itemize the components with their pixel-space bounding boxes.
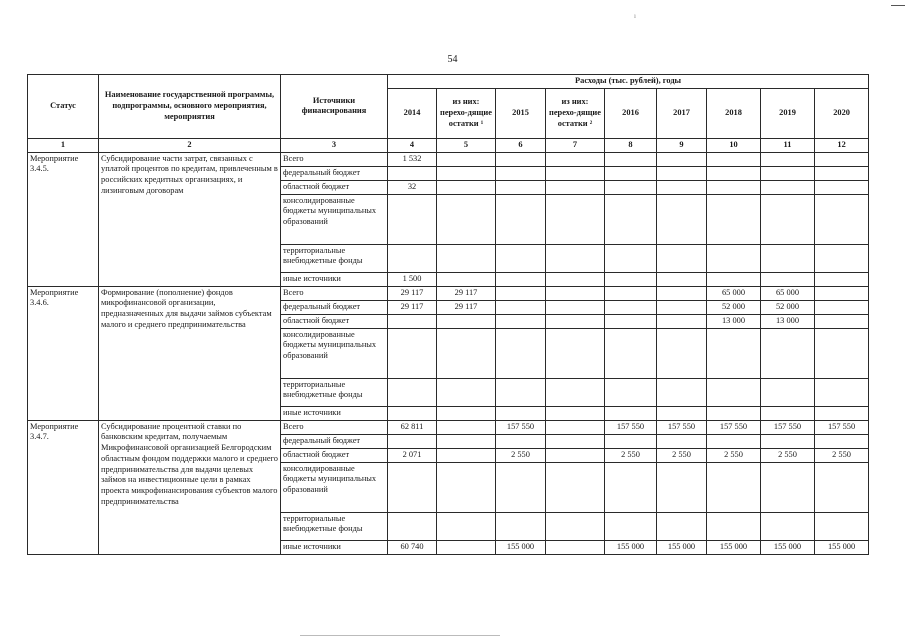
table-row: [28, 420, 869, 434]
header-status: Статус: [28, 75, 99, 139]
expense-value: [707, 194, 761, 244]
expense-value: [546, 300, 605, 314]
expense-value: [657, 286, 707, 300]
expense-value: 2 550: [815, 448, 869, 462]
table-row: [28, 152, 869, 166]
expense-value: [657, 512, 707, 540]
column-number: 3: [281, 138, 388, 152]
funding-source: иные источники: [281, 272, 388, 286]
expense-value: [605, 434, 657, 448]
funding-source: консолидированные бюджеты муниципальных образований: [281, 194, 388, 244]
expense-value: [437, 434, 496, 448]
funding-source: Всего: [281, 420, 388, 434]
expense-value: [546, 406, 605, 420]
expense-value: [605, 166, 657, 180]
expense-value: [546, 434, 605, 448]
column-number: 1: [28, 138, 99, 152]
expense-value: [657, 194, 707, 244]
column-number: 9: [657, 138, 707, 152]
expense-value: 155 000: [815, 540, 869, 554]
expense-value: [657, 406, 707, 420]
expense-value: [605, 244, 657, 272]
expense-value: 2 550: [496, 448, 546, 462]
expense-value: [815, 462, 869, 512]
expense-value: [605, 272, 657, 286]
table-row: [28, 286, 869, 300]
expense-value: 157 550: [657, 420, 707, 434]
expense-value: [388, 244, 437, 272]
expense-value: [815, 328, 869, 378]
expense-value: [707, 244, 761, 272]
expense-value: 2 550: [761, 448, 815, 462]
header-year-2020: 2020: [815, 88, 869, 138]
expense-value: 155 000: [605, 540, 657, 554]
expense-value: [388, 434, 437, 448]
expense-value: [761, 180, 815, 194]
activity-name: Субсидирование процентной ставки по банковским кредитам, получаемым Микрофинансовой организацией Белгородским областным фондом поддержки малого и среднего предпринимательства для выдачи целевых займов на инвестиционные цели в рамках проекта микрофинансирования субъектов малого предпринимательства: [99, 420, 281, 554]
column-number: 11: [761, 138, 815, 152]
table-body: [28, 152, 869, 554]
expense-value: [496, 378, 546, 406]
funding-source: федеральный бюджет: [281, 434, 388, 448]
expense-value: [815, 406, 869, 420]
funding-source: консолидированные бюджеты муниципальных образований: [281, 328, 388, 378]
page-number: 54: [447, 54, 458, 65]
expense-value: [496, 152, 546, 166]
funding-source: Всего: [281, 286, 388, 300]
expense-value: [546, 314, 605, 328]
expense-value: 155 000: [496, 540, 546, 554]
expense-value: 29 117: [388, 300, 437, 314]
expense-value: [815, 286, 869, 300]
expense-value: [657, 434, 707, 448]
expense-value: 29 117: [437, 300, 496, 314]
expense-value: 157 550: [707, 420, 761, 434]
expense-value: 62 811: [388, 420, 437, 434]
column-number: 5: [437, 138, 496, 152]
edge-line: [891, 5, 905, 6]
expense-value: [707, 434, 761, 448]
funding-source: иные источники: [281, 406, 388, 420]
expense-value: 155 000: [707, 540, 761, 554]
expense-value: [546, 378, 605, 406]
expense-value: [761, 152, 815, 166]
header-year-2017: 2017: [657, 88, 707, 138]
expense-value: [657, 166, 707, 180]
expense-value: 1 532: [388, 152, 437, 166]
expense-value: [605, 194, 657, 244]
expense-value: [761, 194, 815, 244]
expense-value: [546, 448, 605, 462]
scan-mark: ı: [634, 12, 636, 20]
header-expenses: Расходы (тыс. рублей), годы: [388, 75, 869, 89]
expense-value: [546, 272, 605, 286]
expense-value: [496, 272, 546, 286]
funding-source: территориальные внебюджетные фонды: [281, 244, 388, 272]
expense-value: [605, 378, 657, 406]
expense-value: [437, 328, 496, 378]
header-year-2014: 2014: [388, 88, 437, 138]
expense-value: [546, 286, 605, 300]
expense-value: [546, 540, 605, 554]
expense-value: [546, 152, 605, 166]
expense-value: [761, 434, 815, 448]
expense-value: 29 117: [388, 286, 437, 300]
expense-value: [437, 420, 496, 434]
expense-value: 157 550: [605, 420, 657, 434]
funding-source: областной бюджет: [281, 448, 388, 462]
header-carryover-1: из них: перехо-дящие остатки ¹: [437, 88, 496, 138]
expense-value: [707, 406, 761, 420]
expense-value: 52 000: [707, 300, 761, 314]
expense-value: 32: [388, 180, 437, 194]
expense-value: 157 550: [761, 420, 815, 434]
column-number: 6: [496, 138, 546, 152]
expense-value: [388, 314, 437, 328]
bottom-line: [300, 635, 500, 636]
activity-name: Формирование (пополнение) фондов микрофинансовой организации, предназначенных для выдачи займов субъектам малого и среднего предпринимательства: [99, 286, 281, 420]
expense-value: [761, 272, 815, 286]
expense-value: [657, 244, 707, 272]
expense-value: [815, 152, 869, 166]
expense-value: [605, 512, 657, 540]
expense-value: 29 117: [437, 286, 496, 300]
expense-value: [437, 152, 496, 166]
expense-value: [707, 180, 761, 194]
expense-value: [496, 300, 546, 314]
expense-value: [657, 462, 707, 512]
expense-value: [437, 244, 496, 272]
expense-value: [496, 194, 546, 244]
expense-value: 155 000: [761, 540, 815, 554]
column-number: 7: [546, 138, 605, 152]
expense-value: [496, 314, 546, 328]
activity-status: Мероприятие 3.4.7.: [28, 420, 99, 554]
expense-value: [815, 378, 869, 406]
expense-value: [546, 180, 605, 194]
expense-value: [437, 540, 496, 554]
expense-value: [605, 462, 657, 512]
expense-value: [437, 166, 496, 180]
expense-value: [388, 462, 437, 512]
expense-value: 2 071: [388, 448, 437, 462]
expense-value: [388, 328, 437, 378]
expense-value: [707, 272, 761, 286]
expense-value: [657, 180, 707, 194]
expense-value: 65 000: [707, 286, 761, 300]
expense-value: [546, 420, 605, 434]
funding-source: областной бюджет: [281, 314, 388, 328]
activity-name: Субсидирование части затрат, связанных с уплатой процентов по кредитам, привлеченным в российских кредитных организациях, и лизинговым договорам: [99, 152, 281, 286]
expense-value: 2 550: [707, 448, 761, 462]
expense-value: 52 000: [761, 300, 815, 314]
expense-value: [605, 300, 657, 314]
expense-value: [546, 328, 605, 378]
expense-value: [657, 272, 707, 286]
expense-value: [437, 406, 496, 420]
column-number: 10: [707, 138, 761, 152]
expense-value: [496, 462, 546, 512]
header-year-2018: 2018: [707, 88, 761, 138]
expense-value: [437, 194, 496, 244]
expense-value: [437, 314, 496, 328]
expense-value: [496, 328, 546, 378]
expense-value: [605, 180, 657, 194]
header-carryover-2: из них: перехо-дящие остатки ²: [546, 88, 605, 138]
expense-value: [657, 378, 707, 406]
expense-value: [815, 434, 869, 448]
expense-value: [761, 462, 815, 512]
funding-source: федеральный бюджет: [281, 300, 388, 314]
funding-source: областной бюджет: [281, 180, 388, 194]
expense-value: [761, 166, 815, 180]
expense-value: [761, 512, 815, 540]
expense-value: [546, 462, 605, 512]
column-number: 2: [99, 138, 281, 152]
column-number: 8: [605, 138, 657, 152]
expense-value: [437, 512, 496, 540]
funding-source: федеральный бюджет: [281, 166, 388, 180]
activity-status: Мероприятие 3.4.5.: [28, 152, 99, 286]
expense-value: [605, 152, 657, 166]
expense-value: [496, 286, 546, 300]
funding-source: консолидированные бюджеты муниципальных образований: [281, 462, 388, 512]
header-year-2016: 2016: [605, 88, 657, 138]
expense-value: 157 550: [496, 420, 546, 434]
expense-value: [707, 378, 761, 406]
expense-value: [388, 166, 437, 180]
expense-value: [437, 462, 496, 512]
expense-value: [815, 180, 869, 194]
expense-value: [388, 512, 437, 540]
expense-value: [815, 512, 869, 540]
expense-value: [388, 378, 437, 406]
expense-value: [496, 512, 546, 540]
expense-value: [761, 328, 815, 378]
expense-value: [815, 166, 869, 180]
expense-value: [546, 194, 605, 244]
expense-value: 155 000: [657, 540, 707, 554]
expense-value: [605, 406, 657, 420]
funding-source: территориальные внебюджетные фонды: [281, 512, 388, 540]
header-year-2019: 2019: [761, 88, 815, 138]
expense-value: [815, 194, 869, 244]
expense-value: [605, 286, 657, 300]
expense-value: [388, 406, 437, 420]
expense-value: [496, 166, 546, 180]
expense-value: 13 000: [761, 314, 815, 328]
expense-value: [496, 434, 546, 448]
funding-source: территориальные внебюджетные фонды: [281, 378, 388, 406]
expense-value: [496, 406, 546, 420]
expense-value: [437, 180, 496, 194]
expense-value: [388, 194, 437, 244]
column-number: 4: [388, 138, 437, 152]
expense-value: [707, 328, 761, 378]
expense-value: [605, 328, 657, 378]
expense-value: [815, 244, 869, 272]
expense-value: [657, 314, 707, 328]
expense-value: 13 000: [707, 314, 761, 328]
expense-value: [761, 244, 815, 272]
expense-value: [437, 378, 496, 406]
header-year-2015: 2015: [496, 88, 546, 138]
budget-table: [27, 74, 869, 555]
expense-value: [437, 448, 496, 462]
expense-value: [761, 406, 815, 420]
funding-source: иные источники: [281, 540, 388, 554]
expense-value: [496, 244, 546, 272]
expense-value: [657, 152, 707, 166]
expense-value: 1 500: [388, 272, 437, 286]
expense-value: [657, 328, 707, 378]
header-sources: Источники финансирования: [281, 75, 388, 139]
expense-value: [761, 378, 815, 406]
header-program-name: Наименование государственной программы, подпрограммы, основного мероприятия, мероприятия: [99, 75, 281, 139]
expense-value: [707, 462, 761, 512]
column-number: 12: [815, 138, 869, 152]
expense-value: [546, 244, 605, 272]
expense-value: [707, 166, 761, 180]
activity-status: Мероприятие 3.4.6.: [28, 286, 99, 420]
expense-value: [546, 512, 605, 540]
expense-value: [815, 300, 869, 314]
expense-value: 2 550: [605, 448, 657, 462]
expense-value: 65 000: [761, 286, 815, 300]
funding-source: Всего: [281, 152, 388, 166]
expense-value: [496, 180, 546, 194]
expense-value: 60 740: [388, 540, 437, 554]
expense-value: [437, 272, 496, 286]
expense-value: [707, 152, 761, 166]
column-number-row: [28, 138, 869, 152]
expense-value: 157 550: [815, 420, 869, 434]
expense-value: [815, 314, 869, 328]
expense-value: [707, 512, 761, 540]
expense-value: 2 550: [657, 448, 707, 462]
expense-value: [605, 314, 657, 328]
expense-value: [657, 300, 707, 314]
expense-value: [815, 272, 869, 286]
expense-value: [546, 166, 605, 180]
